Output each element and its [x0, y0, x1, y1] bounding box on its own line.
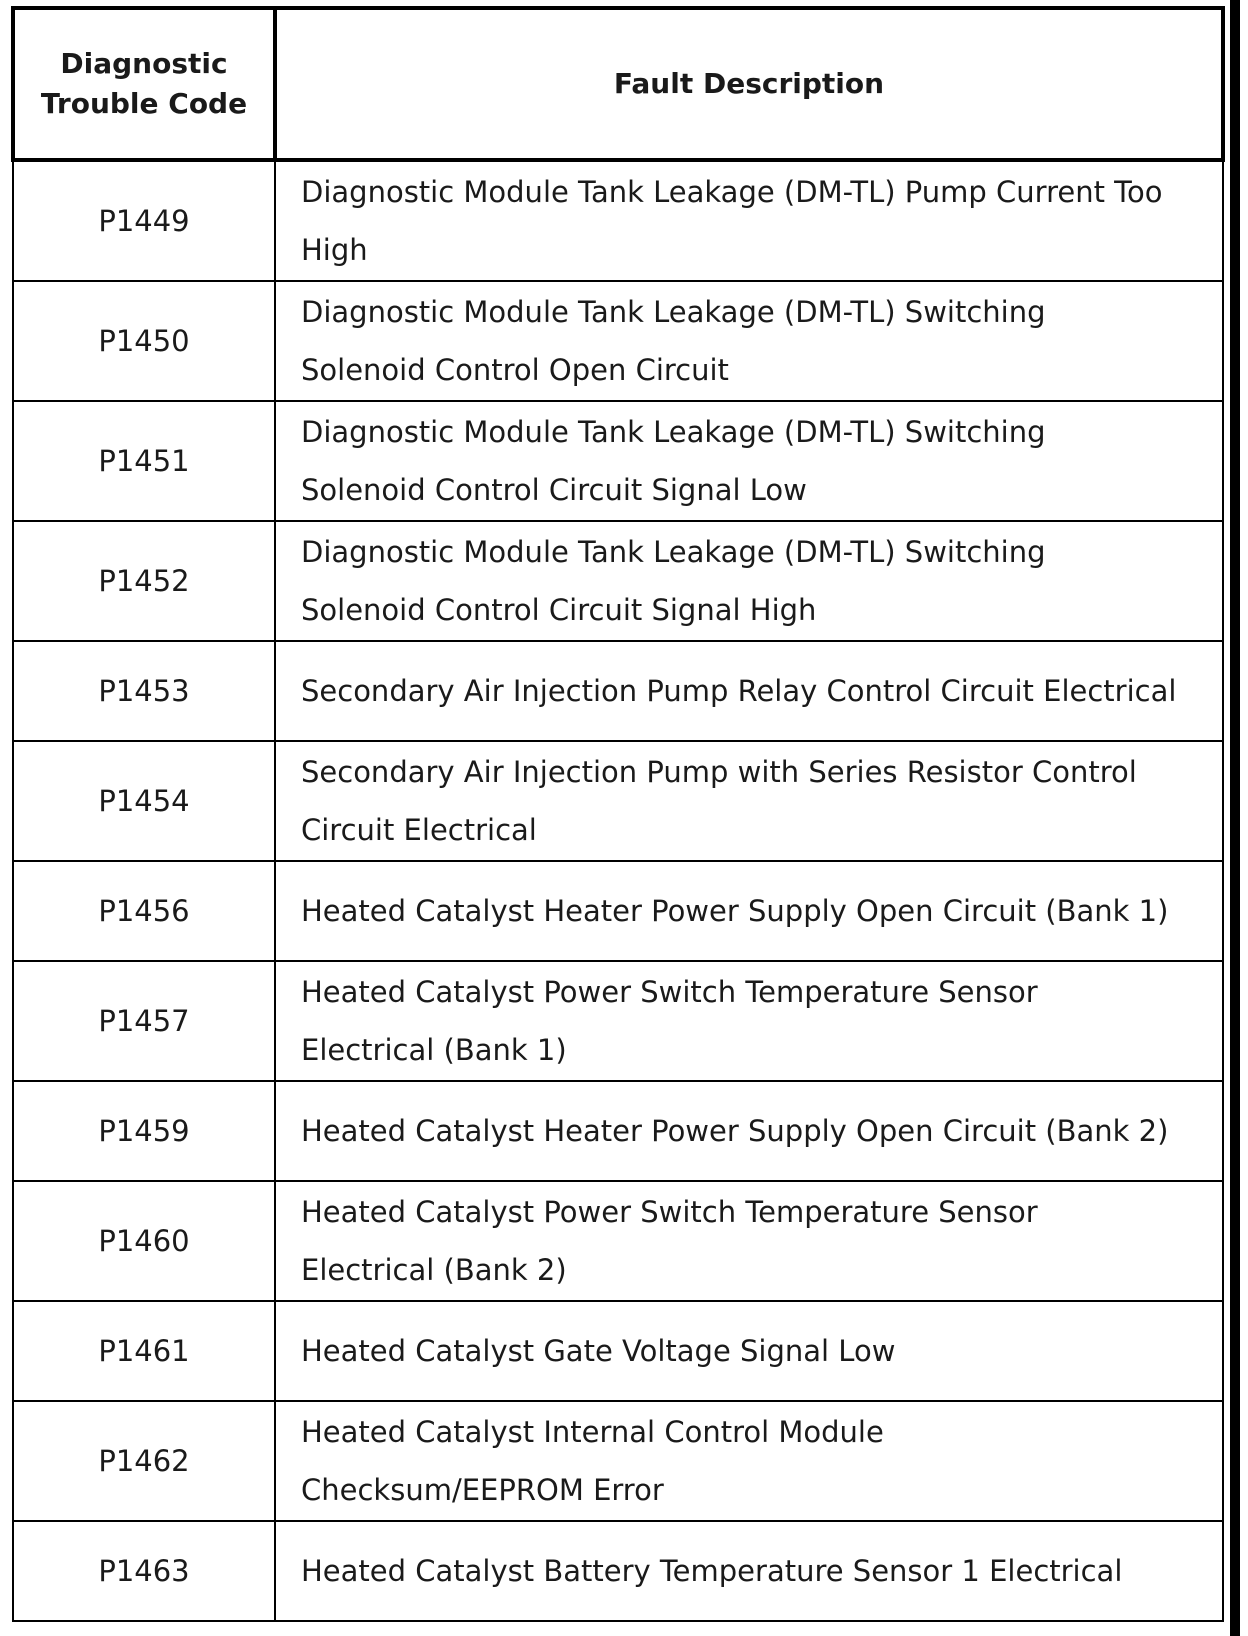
- fault-description: [275, 861, 1223, 961]
- table-row: [13, 1301, 1223, 1401]
- fault-description: [275, 160, 1223, 281]
- fault-description: [275, 1401, 1223, 1521]
- fault-description: [275, 1081, 1223, 1181]
- dtc-code: P1453: [13, 641, 275, 741]
- desc-line: Solenoid Control Circuit Signal High: [301, 593, 817, 627]
- fault-description: [275, 281, 1223, 401]
- dtc-table: [11, 6, 1225, 1622]
- fault-description: [275, 521, 1223, 641]
- table-header-row: [13, 8, 1223, 160]
- desc-line: Electrical (Bank 2): [301, 1253, 567, 1287]
- table-row: [13, 641, 1223, 741]
- dtc-code: P1461: [13, 1301, 275, 1401]
- dtc-code: P1463: [13, 1521, 275, 1621]
- header-description: Fault Description: [275, 8, 1223, 160]
- dtc-code: P1451: [13, 401, 275, 521]
- desc-line: Circuit Electrical: [301, 813, 537, 847]
- table-row: [13, 741, 1223, 861]
- desc-line: Solenoid Control Open Circuit: [301, 353, 729, 387]
- fault-description: [275, 1181, 1223, 1301]
- table-row: [13, 401, 1223, 521]
- dtc-code: P1450: [13, 281, 275, 401]
- header-code-line1: Diagnostic: [60, 47, 228, 80]
- desc-line: Heated Catalyst Heater Power Supply Open Circuit (Bank 2): [301, 1114, 1169, 1148]
- fault-description: [275, 1301, 1223, 1401]
- dtc-code: P1449: [13, 160, 275, 281]
- desc-line: Heated Catalyst Internal Control Module: [301, 1415, 884, 1449]
- table-row: [13, 961, 1223, 1081]
- dtc-code: P1454: [13, 741, 275, 861]
- table-row: [13, 160, 1223, 281]
- desc-line: High: [301, 233, 368, 267]
- table-row: [13, 521, 1223, 641]
- dtc-code: P1456: [13, 861, 275, 961]
- desc-line: Diagnostic Module Tank Leakage (DM-TL) Pump Current Too: [301, 175, 1163, 209]
- page-edge-bar: [1230, 0, 1240, 1636]
- fault-description: [275, 401, 1223, 521]
- desc-line: Heated Catalyst Gate Voltage Signal Low: [301, 1334, 896, 1368]
- desc-line: Heated Catalyst Power Switch Temperature Sensor: [301, 1195, 1038, 1229]
- desc-line: Heated Catalyst Heater Power Supply Open Circuit (Bank 1): [301, 894, 1169, 928]
- header-code: [13, 8, 275, 160]
- desc-line: Checksum/EEPROM Error: [301, 1473, 664, 1507]
- desc-line: Electrical (Bank 1): [301, 1033, 567, 1067]
- desc-line: Diagnostic Module Tank Leakage (DM-TL) Switching: [301, 415, 1046, 449]
- desc-line: Solenoid Control Circuit Signal Low: [301, 473, 807, 507]
- desc-line: Diagnostic Module Tank Leakage (DM-TL) Switching: [301, 295, 1046, 329]
- dtc-code: P1459: [13, 1081, 275, 1181]
- table-row: [13, 861, 1223, 961]
- table-row: [13, 1521, 1223, 1621]
- dtc-code: P1460: [13, 1181, 275, 1301]
- desc-line: Secondary Air Injection Pump Relay Control Circuit Electrical: [301, 674, 1177, 708]
- fault-description: [275, 961, 1223, 1081]
- header-code-line2: Trouble Code: [40, 87, 248, 120]
- desc-line: Heated Catalyst Power Switch Temperature Sensor: [301, 975, 1038, 1009]
- desc-line: Secondary Air Injection Pump with Series Resistor Control: [301, 755, 1137, 789]
- desc-line: Diagnostic Module Tank Leakage (DM-TL) Switching: [301, 535, 1046, 569]
- table-row: [13, 281, 1223, 401]
- fault-description: [275, 741, 1223, 861]
- table-row: [13, 1081, 1223, 1181]
- table-row: [13, 1181, 1223, 1301]
- dtc-code: P1452: [13, 521, 275, 641]
- fault-description: [275, 641, 1223, 741]
- fault-description: [275, 1521, 1223, 1621]
- dtc-code: P1457: [13, 961, 275, 1081]
- desc-line: Heated Catalyst Battery Temperature Sensor 1 Electrical: [301, 1554, 1123, 1588]
- dtc-code: P1462: [13, 1401, 275, 1521]
- table-row: [13, 1401, 1223, 1521]
